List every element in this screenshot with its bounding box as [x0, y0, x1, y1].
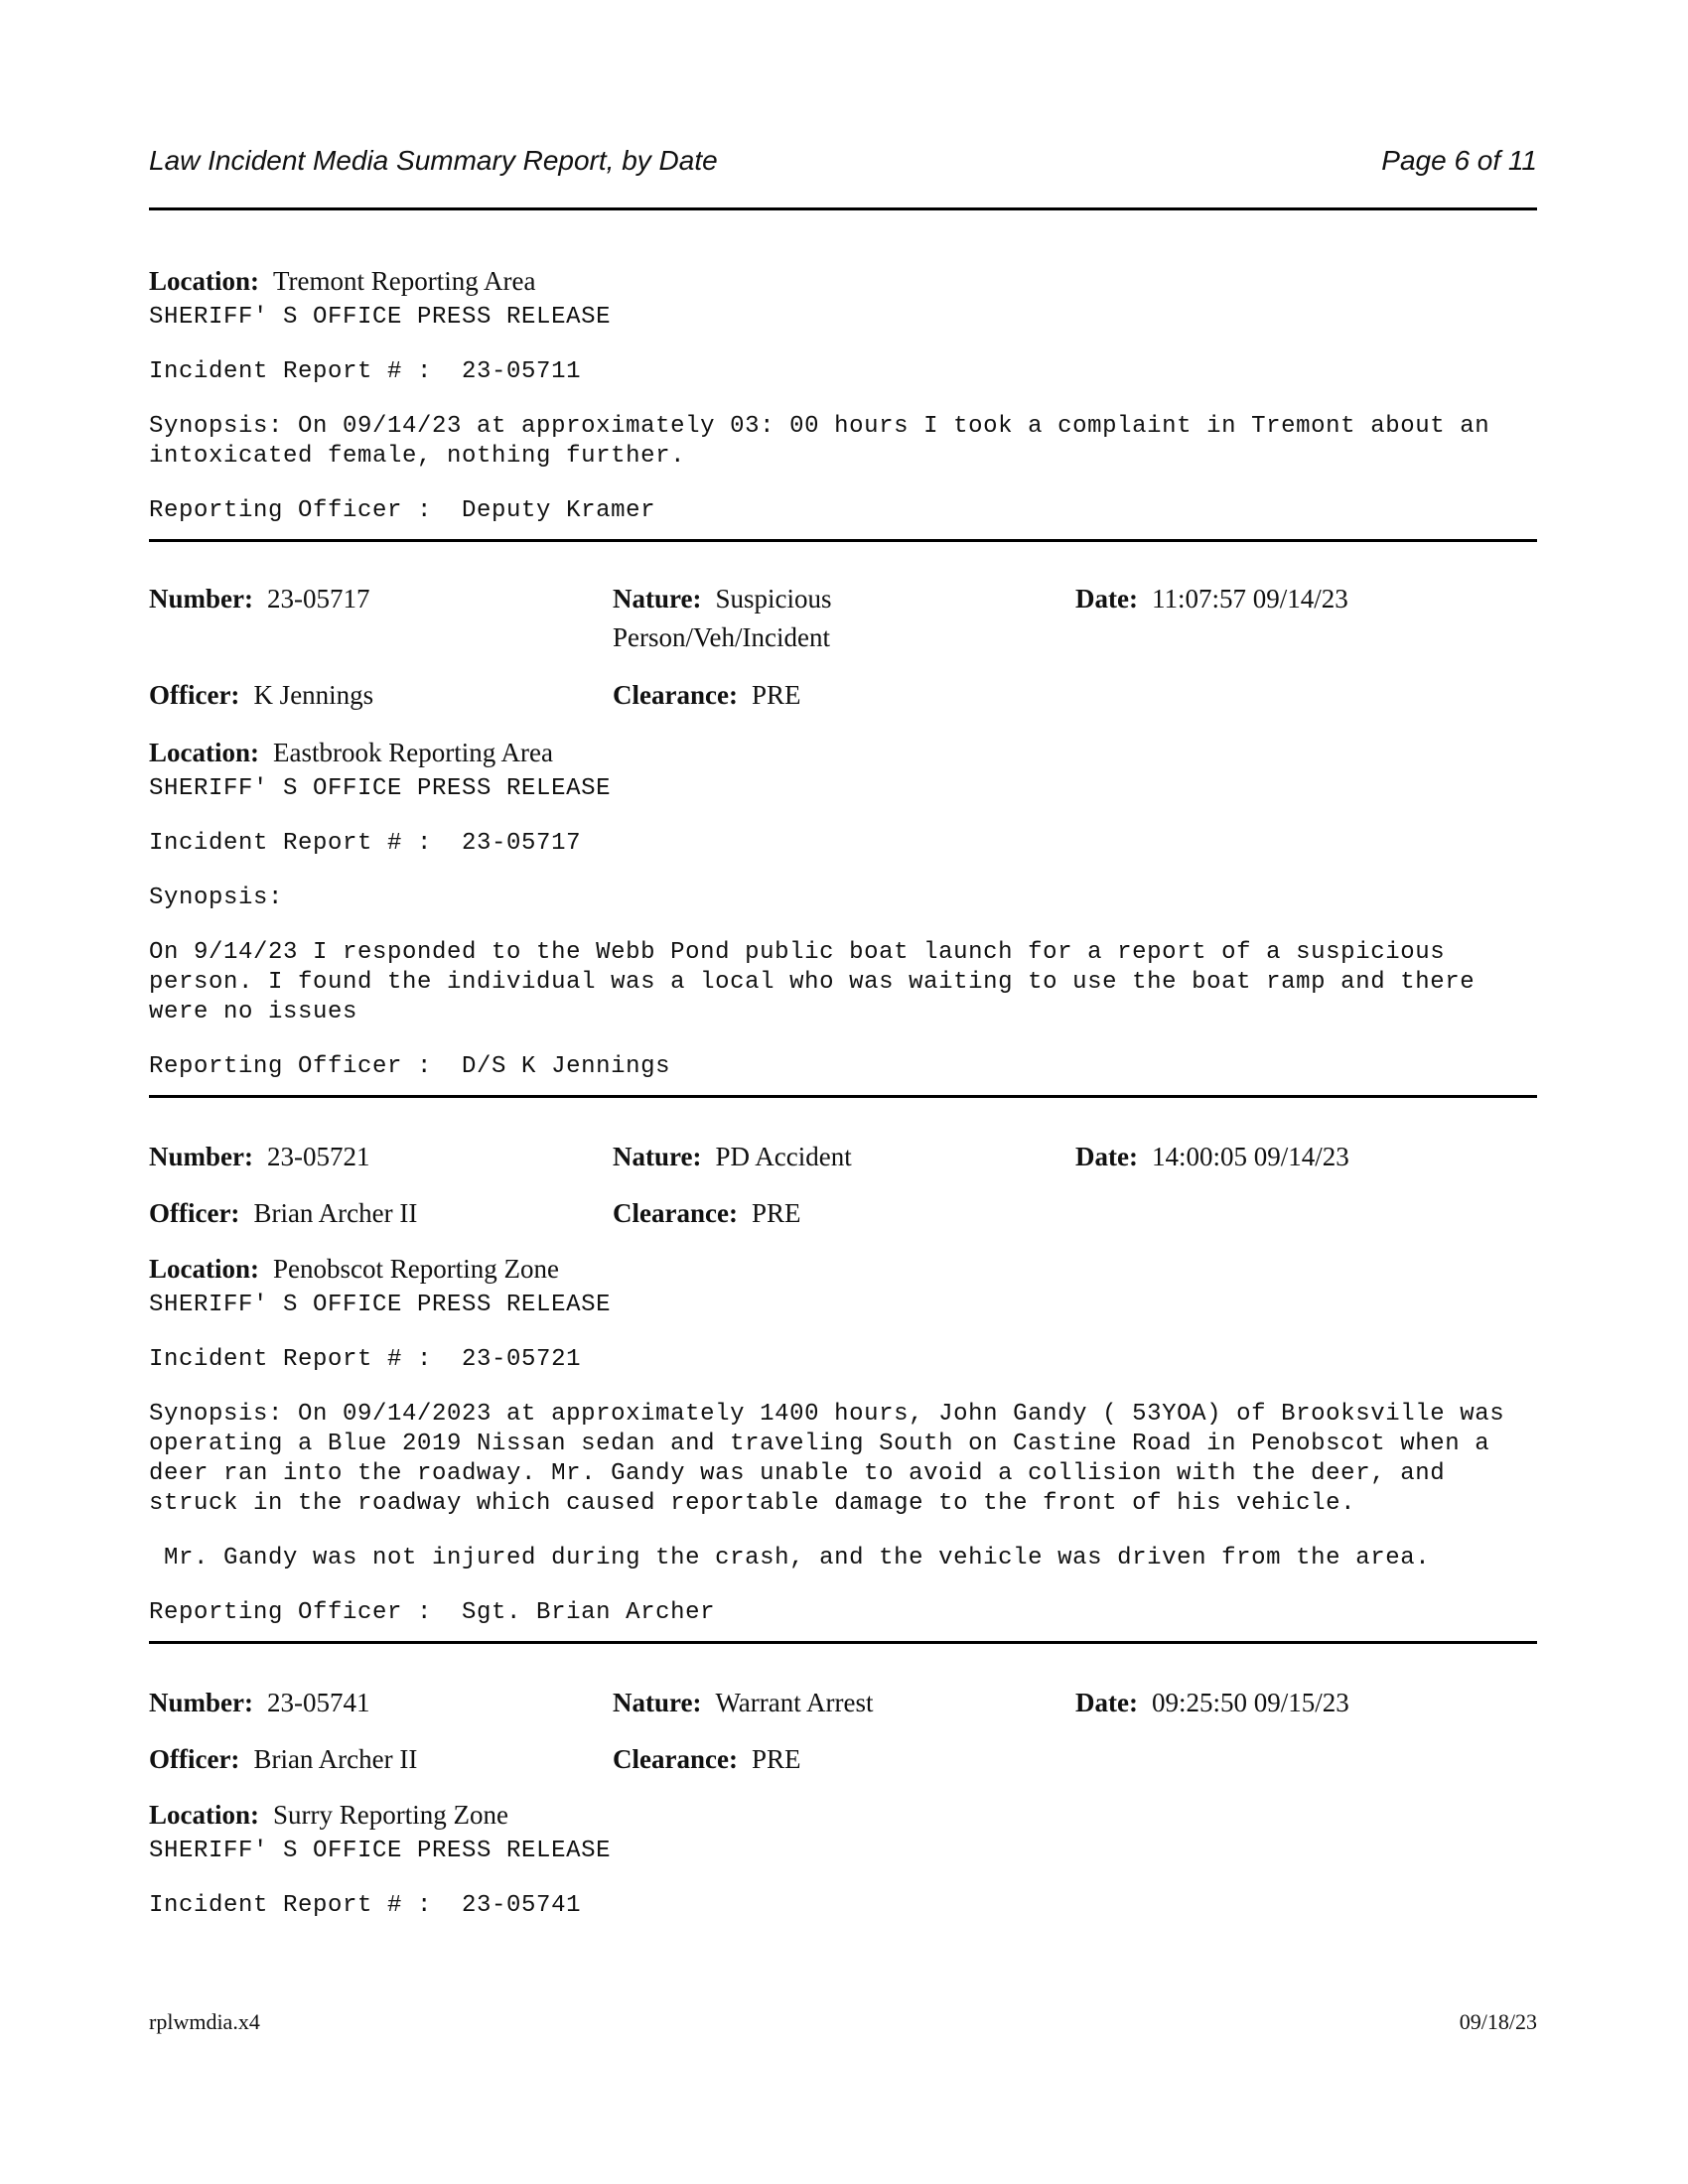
- page-number: Page 6 of 11: [1381, 145, 1537, 176]
- report-title: Law Incident Media Summary Report, by Date: [149, 145, 718, 176]
- synopsis-line: Synopsis: On 09/14/23 at approximately 03: 00 hours I took a complaint in Tremont about an: [149, 413, 1490, 440]
- incident-report-number: Incident Report # : 23-05717: [149, 830, 582, 857]
- incident-officer: [149, 680, 373, 711]
- officer-value: Brian Archer II: [253, 1744, 418, 1774]
- location-label: Location:: [149, 266, 259, 296]
- synopsis-line: operating a Blue 2019 Nissan sedan and traveling South on Castine Road in Penobscot when a: [149, 1431, 1490, 1457]
- officer-label: Officer:: [149, 1198, 240, 1228]
- clearance-value: PRE: [751, 1744, 801, 1774]
- synopsis-line: person. I found the individual was a local who was waiting to use the boat ramp and there: [149, 969, 1476, 996]
- incident-number: [149, 584, 369, 614]
- location-label: Location:: [149, 1254, 259, 1284]
- incident-officer: [149, 1198, 417, 1229]
- incident-report-number: Incident Report # : 23-05711: [149, 358, 582, 385]
- synopsis-line: intoxicated female, nothing further.: [149, 443, 686, 470]
- date-value: 09:25:50 09/15/23: [1151, 1688, 1349, 1717]
- officer-label: Officer:: [149, 1744, 240, 1774]
- date-label: Date:: [1075, 1688, 1138, 1717]
- incident-clearance: [613, 680, 800, 711]
- incident-clearance: [613, 1744, 800, 1775]
- officer-value: K Jennings: [253, 680, 374, 710]
- number-label: Number:: [149, 1688, 253, 1717]
- press-release-label: SHERIFF' S OFFICE PRESS RELEASE: [149, 1292, 612, 1318]
- incident-divider: [149, 1095, 1537, 1098]
- incident-report-number: Incident Report # : 23-05721: [149, 1346, 582, 1373]
- incident-date: [1075, 584, 1348, 614]
- nature-value-continued: Person/Veh/Incident: [613, 622, 830, 652]
- nature-label: Nature:: [613, 1142, 702, 1171]
- incident-officer: [149, 1744, 417, 1775]
- date-label: Date:: [1075, 1142, 1138, 1171]
- date-label: Date:: [1075, 584, 1138, 614]
- reporting-officer: Reporting Officer : D/S K Jennings: [149, 1053, 671, 1080]
- nature-label: Nature:: [613, 584, 702, 614]
- number-value: 23-05741: [266, 1688, 370, 1717]
- synopsis-line: On 9/14/23 I responded to the Webb Pond public boat launch for a report of a suspicious: [149, 939, 1446, 966]
- incident-location: [149, 1800, 508, 1831]
- synopsis-line: were no issues: [149, 999, 358, 1025]
- clearance-label: Clearance:: [613, 680, 738, 710]
- footer-print-date: 09/18/23: [1459, 2009, 1537, 2034]
- nature-value: Warrant Arrest: [715, 1688, 874, 1717]
- number-value: 23-05717: [266, 584, 370, 614]
- incident-divider: [149, 1641, 1537, 1644]
- incident-location: [149, 266, 535, 297]
- footer-report-code: rplwmdia.x4: [149, 2009, 260, 2034]
- header-divider: [149, 207, 1537, 210]
- incident-location: [149, 1254, 559, 1285]
- incident-nature: [613, 1142, 852, 1172]
- incident-number: [149, 1688, 369, 1718]
- number-label: Number:: [149, 1142, 253, 1171]
- press-release-label: SHERIFF' S OFFICE PRESS RELEASE: [149, 775, 612, 802]
- nature-value: Suspicious: [715, 584, 832, 614]
- number-label: Number:: [149, 584, 253, 614]
- location-value: Surry Reporting Zone: [273, 1800, 508, 1830]
- press-release-label: SHERIFF' S OFFICE PRESS RELEASE: [149, 304, 612, 331]
- officer-value: Brian Archer II: [253, 1198, 418, 1228]
- clearance-value: PRE: [751, 680, 801, 710]
- incident-location: [149, 738, 553, 768]
- synopsis-line: struck in the roadway which caused reportable damage to the front of his vehicle.: [149, 1490, 1356, 1517]
- nature-label: Nature:: [613, 1688, 702, 1717]
- location-value: Penobscot Reporting Zone: [273, 1254, 559, 1284]
- date-value: 11:07:57 09/14/23: [1151, 584, 1348, 614]
- reporting-officer: Reporting Officer : Deputy Kramer: [149, 497, 656, 524]
- synopsis-followup: Mr. Gandy was not injured during the crash, and the vehicle was driven from the area.: [149, 1545, 1431, 1571]
- clearance-label: Clearance:: [613, 1744, 738, 1774]
- synopsis-line: Synopsis: On 09/14/2023 at approximately 1400 hours, John Gandy ( 53YOA) of Brooksville was: [149, 1401, 1505, 1428]
- clearance-label: Clearance:: [613, 1198, 738, 1228]
- incident-clearance: [613, 1198, 800, 1229]
- incident-date: [1075, 1142, 1349, 1172]
- incident-report-number: Incident Report # : 23-05741: [149, 1892, 582, 1919]
- location-label: Location:: [149, 738, 259, 767]
- nature-value: PD Accident: [715, 1142, 852, 1171]
- location-label: Location:: [149, 1800, 259, 1830]
- incident-date: [1075, 1688, 1349, 1718]
- synopsis-label: Synopsis:: [149, 885, 284, 911]
- number-value: 23-05721: [266, 1142, 370, 1171]
- clearance-value: PRE: [751, 1198, 801, 1228]
- location-value: Eastbrook Reporting Area: [273, 738, 553, 767]
- location-value: Tremont Reporting Area: [273, 266, 536, 296]
- incident-number: [149, 1142, 369, 1172]
- reporting-officer: Reporting Officer : Sgt. Brian Archer: [149, 1599, 716, 1626]
- date-value: 14:00:05 09/14/23: [1151, 1142, 1349, 1171]
- incident-divider: [149, 539, 1537, 542]
- incident-nature: [613, 1688, 874, 1718]
- press-release-label: SHERIFF' S OFFICE PRESS RELEASE: [149, 1838, 612, 1864]
- officer-label: Officer:: [149, 680, 240, 710]
- synopsis-line: deer ran into the roadway. Mr. Gandy was unable to avoid a collision with the deer, and: [149, 1460, 1446, 1487]
- incident-nature: [613, 584, 832, 614]
